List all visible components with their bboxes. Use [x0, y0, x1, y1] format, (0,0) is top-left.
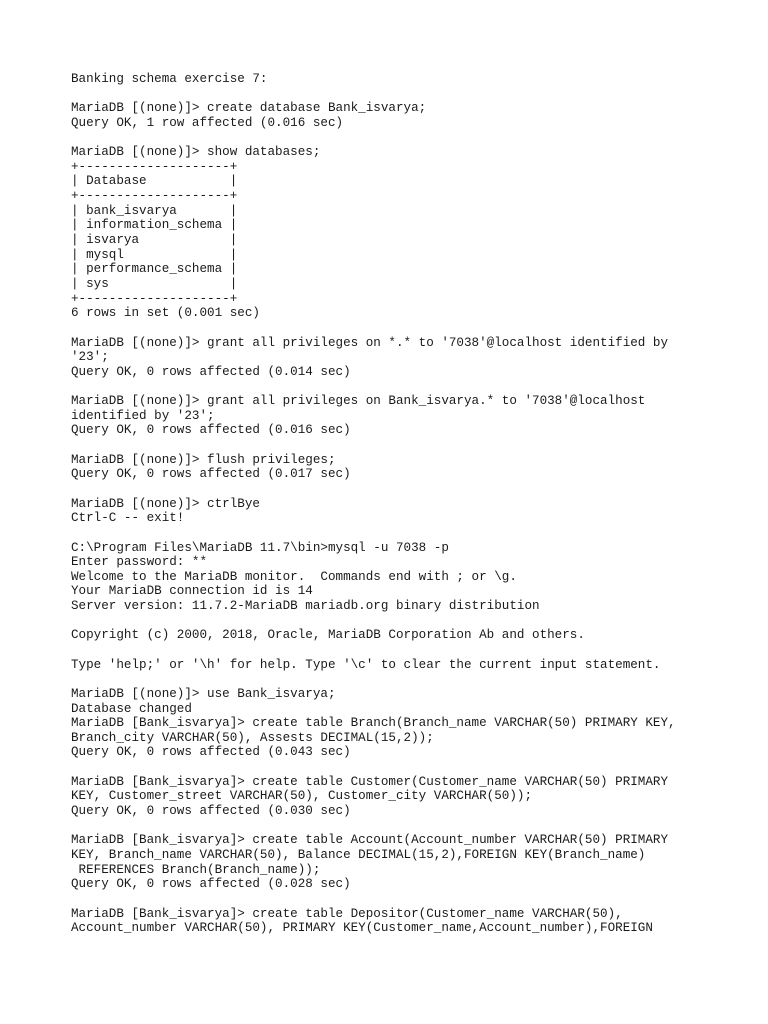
document-line: Query OK, 1 row affected (0.016 sec)	[71, 115, 344, 130]
document-line	[71, 643, 751, 658]
document-line: MariaDB [(none)]> grant all privileges on *.* to '7038'@localhost identified by	[71, 335, 669, 350]
document-line: Welcome to the MariaDB monitor. Commands end with ; or \g.	[71, 569, 517, 584]
document-line	[71, 438, 751, 453]
document-line	[71, 819, 751, 834]
document-line: +--------------------+	[71, 291, 238, 306]
document-line: +--------------------+	[71, 159, 238, 174]
document-line: 6 rows in set (0.001 sec)	[71, 306, 260, 321]
document-line: REFERENCES Branch(Branch_name));	[71, 862, 321, 877]
document-line: MariaDB [Bank_isvarya]> create table Depositor(Customer_name VARCHAR(50),	[71, 906, 623, 921]
document-line: MariaDB [Bank_isvarya]> create table Branch(Branch_name VARCHAR(50) PRIMARY KEY,	[71, 716, 676, 731]
document-line: MariaDB [(none)]> ctrlBye	[71, 496, 260, 511]
document-line	[71, 672, 751, 687]
document-line: Banking schema exercise 7:	[71, 72, 268, 86]
document-line: Server version: 11.7.2-MariaDB mariadb.org binary distribution	[71, 599, 540, 614]
document-line	[71, 892, 751, 907]
document-line: Query OK, 0 rows affected (0.016 sec)	[71, 423, 351, 438]
document-line: identified by '23';	[71, 408, 215, 423]
document-line	[71, 614, 751, 629]
document-line	[71, 760, 751, 775]
document-line: Database changed	[71, 701, 192, 716]
document-line	[71, 321, 751, 336]
document-line	[71, 131, 751, 146]
document-line: C:\Program Files\MariaDB 11.7\bin>mysql -u 7038 -p	[71, 540, 449, 555]
document-line: Type 'help;' or '\h' for help. Type '\c' to clear the current input statement.	[71, 657, 661, 672]
document-line: KEY, Branch_name VARCHAR(50), Balance DECIMAL(15,2),FOREIGN KEY(Branch_name)	[71, 847, 646, 862]
document-line: | performance_schema |	[71, 262, 238, 277]
document-line: | mysql |	[71, 247, 238, 262]
document-line: Copyright (c) 2000, 2018, Oracle, MariaDB Corporation Ab and others.	[71, 628, 585, 643]
document-line: Query OK, 0 rows affected (0.030 sec)	[71, 804, 351, 819]
document-text-block	[71, 72, 751, 936]
document-line: MariaDB [(none)]> show databases;	[71, 145, 321, 160]
document-line	[71, 379, 751, 394]
document-line: Account_number VARCHAR(50), PRIMARY KEY(Customer_name,Account_number),FOREIGN	[71, 921, 653, 936]
document-line: | sys |	[71, 276, 238, 291]
document-line: MariaDB [(none)]> grant all privileges on Bank_isvarya.* to '7038'@localhost	[71, 394, 646, 409]
document-line	[71, 482, 751, 497]
document-line: +--------------------+	[71, 189, 238, 204]
document-line: MariaDB [Bank_isvarya]> create table Account(Account_number VARCHAR(50) PRIMARY	[71, 833, 669, 848]
document-line: Query OK, 0 rows affected (0.017 sec)	[71, 467, 351, 482]
document-line: '23';	[71, 350, 109, 365]
document-line: Your MariaDB connection id is 14	[71, 584, 313, 599]
document-line: KEY, Customer_street VARCHAR(50), Customer_city VARCHAR(50));	[71, 789, 533, 804]
document-line: | bank_isvarya |	[71, 203, 238, 218]
document-line: Query OK, 0 rows affected (0.014 sec)	[71, 364, 351, 379]
document-page	[71, 72, 751, 936]
document-line: | Database |	[71, 174, 238, 189]
document-line: | information_schema |	[71, 218, 238, 233]
document-line: MariaDB [Bank_isvarya]> create table Customer(Customer_name VARCHAR(50) PRIMARY	[71, 774, 669, 789]
document-line	[71, 526, 751, 541]
document-line	[71, 87, 751, 102]
document-line: Branch_city VARCHAR(50), Assests DECIMAL(15,2));	[71, 730, 434, 745]
document-line: Query OK, 0 rows affected (0.028 sec)	[71, 877, 351, 892]
document-line: MariaDB [(none)]> create database Bank_isvarya;	[71, 101, 427, 116]
document-line: MariaDB [(none)]> use Bank_isvarya;	[71, 686, 336, 701]
document-line: Enter password: **	[71, 555, 208, 570]
document-line: Ctrl-C -- exit!	[71, 511, 185, 526]
document-line: Query OK, 0 rows affected (0.043 sec)	[71, 745, 351, 760]
document-line: | isvarya |	[71, 233, 238, 248]
document-line: MariaDB [(none)]> flush privileges;	[71, 452, 336, 467]
